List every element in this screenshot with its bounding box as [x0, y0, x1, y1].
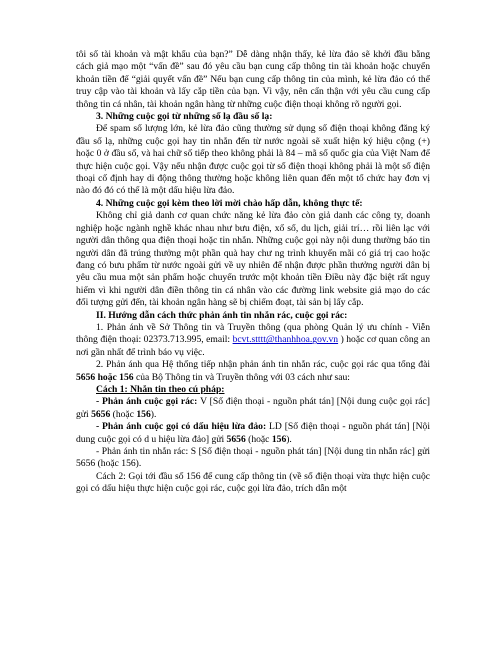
- paragraph-report-fraud-call: - Phản ánh cuộc gọi có dấu hiệu lừa đảo: LD [Số điện thoại - nguồn phát tán] [Nội dung cuộc gọi có d u hiệu lừa đảo] gửi 5656 (hoặc 156).: [76, 421, 430, 445]
- paragraph-strange-numbers: Để spam số lượng lớn, kẻ lừa đảo cũng thường sử dụng số điện thoại không đăng ký đầu số lạ, những cuộc gọi hay tin nhắn đến từ nước ngoài sẽ xuất hiện ký hiệu cộng (+) hoặc 0 ở đầu số, và hai chữ số tiếp theo không phải là 84 – mã số quốc gia của Việt Nam để thực hiện cuộc gọi. Vậy nếu nhận được cuộc gọi từ số điện thoại không phải là một số điện thoại cố định hay di động thông thường hoặc không liên quan đến một tổ chức hay đơn vị nào đó đó có thể là một dấu hiệu lừa đảo.: [76, 123, 430, 197]
- heading-reporting-guide: II. Hướng dẫn cách thức phản ánh tin nhắn rác, cuộc gọi rác:: [96, 309, 348, 321]
- paragraph-report-system: 2. Phản ánh qua Hệ thống tiếp nhận phản ánh tin nhắn rác, cuộc gọi rác qua tổng đài 5656 hoặc 156 của Bộ Thông tin và Truyền thông với 03 cách như sau:: [76, 359, 430, 383]
- paragraph-report-spam-sms: - Phản ánh tin nhắn rác: S [Số điện thoại - nguồn phát tán] [Nội dung tin nhắn rác] gửi 5656 (hoặc 156).: [76, 446, 430, 470]
- heading-strange-numbers: 3. Những cuộc gọi từ những số lạ đầu số lạ:: [96, 111, 273, 123]
- paragraph-attractive-offers: Không chỉ giả danh cơ quan chức năng kẻ lừa đảo còn giả danh các công ty, doanh nghiệp hoặc ngành nghề khác nhau như bưu điện, xổ số, du lịch, giải trí… rồi liên lạc với người dân thông qua điện thoại hoặc tin nhắn. Những cuộc gọi này nội dung thường báo tin người dân đã trúng thưởng một phần quà hay chư ng trình khuyến mãi có giá trị cao hoặc đang có bưu phẩm từ nước ngoài gửi về uy nhiên để nhận được phần thưởng người dân bị yêu cầu mua một sản phẩm hoặc chuyển trước một khoản tiền Điều này đặc biệt rất nguy hiểm vì khi người dân điền thông tin cá nhân vào các đường link website giả mạo do các đối tượng gửi đến, tài khoản ngân hàng sẽ bị chiếm đoạt, tài sản bị lấy cắp.: [76, 210, 430, 309]
- email-link[interactable]: bcvt.stttt@thanhhoa.gov.vn: [232, 334, 339, 346]
- heading-attractive-offers: 4. Những cuộc gọi kèm theo lời mời chào hấp dẫn, không thực tế:: [96, 197, 363, 209]
- paragraph-scam-account-request: tôi số tài khoản và mật khẩu của bạn?” Dễ dàng nhận thấy, kẻ lừa đảo sẽ khởi đầu bằng cách giả mạo một “vấn đề” sau đó yêu cầu bạn cung cấp thông tin tài khoản hoặc chuyển khoản tiền để “giải quyết vấn đề” Nếu bạn cung cấp thông tin của mình, kẻ lừa đảo có thể truy cập vào tài khoản và lấy cắp tiền của bạn. Vì vậy, nên cẩn thận với yêu cầu cung cấp thông tin cá nhân, tài khoản ngân hàng từ những cuộc điện thoại không rõ người gọi.: [76, 49, 430, 110]
- subheading-method-1: Cách 1: Nhắn tin theo cú pháp:: [96, 383, 225, 395]
- document-body: [76, 49, 430, 496]
- paragraph-report-department: 1. Phản ánh về Sở Thông tin và Truyền thông (qua phòng Quản lý ưu chính - Viễn thông điện thoại: 02373.713.995, email: bcvt.stttt@thanhhoa.gov.vn ) hoặc cơ quan công an nơi gần nhất để trình báo vụ việc.: [76, 321, 430, 358]
- paragraph-method-2: Cách 2: Gọi tới đầu số 156 để cung cấp thông tin (về số điện thoại vừa thực hiện cuộc gọi có dấu hiệu thực hiện cuộc gọi rác, cuộc gọi lừa đảo, trích dẫn một: [76, 470, 430, 495]
- paragraph-report-spam-call: - Phản ánh cuộc gọi rác: V [Số điện thoại - nguồn phát tán] [Nội dung cuộc gọi rác] gửi 5656 (hoặc 156).: [76, 396, 430, 420]
